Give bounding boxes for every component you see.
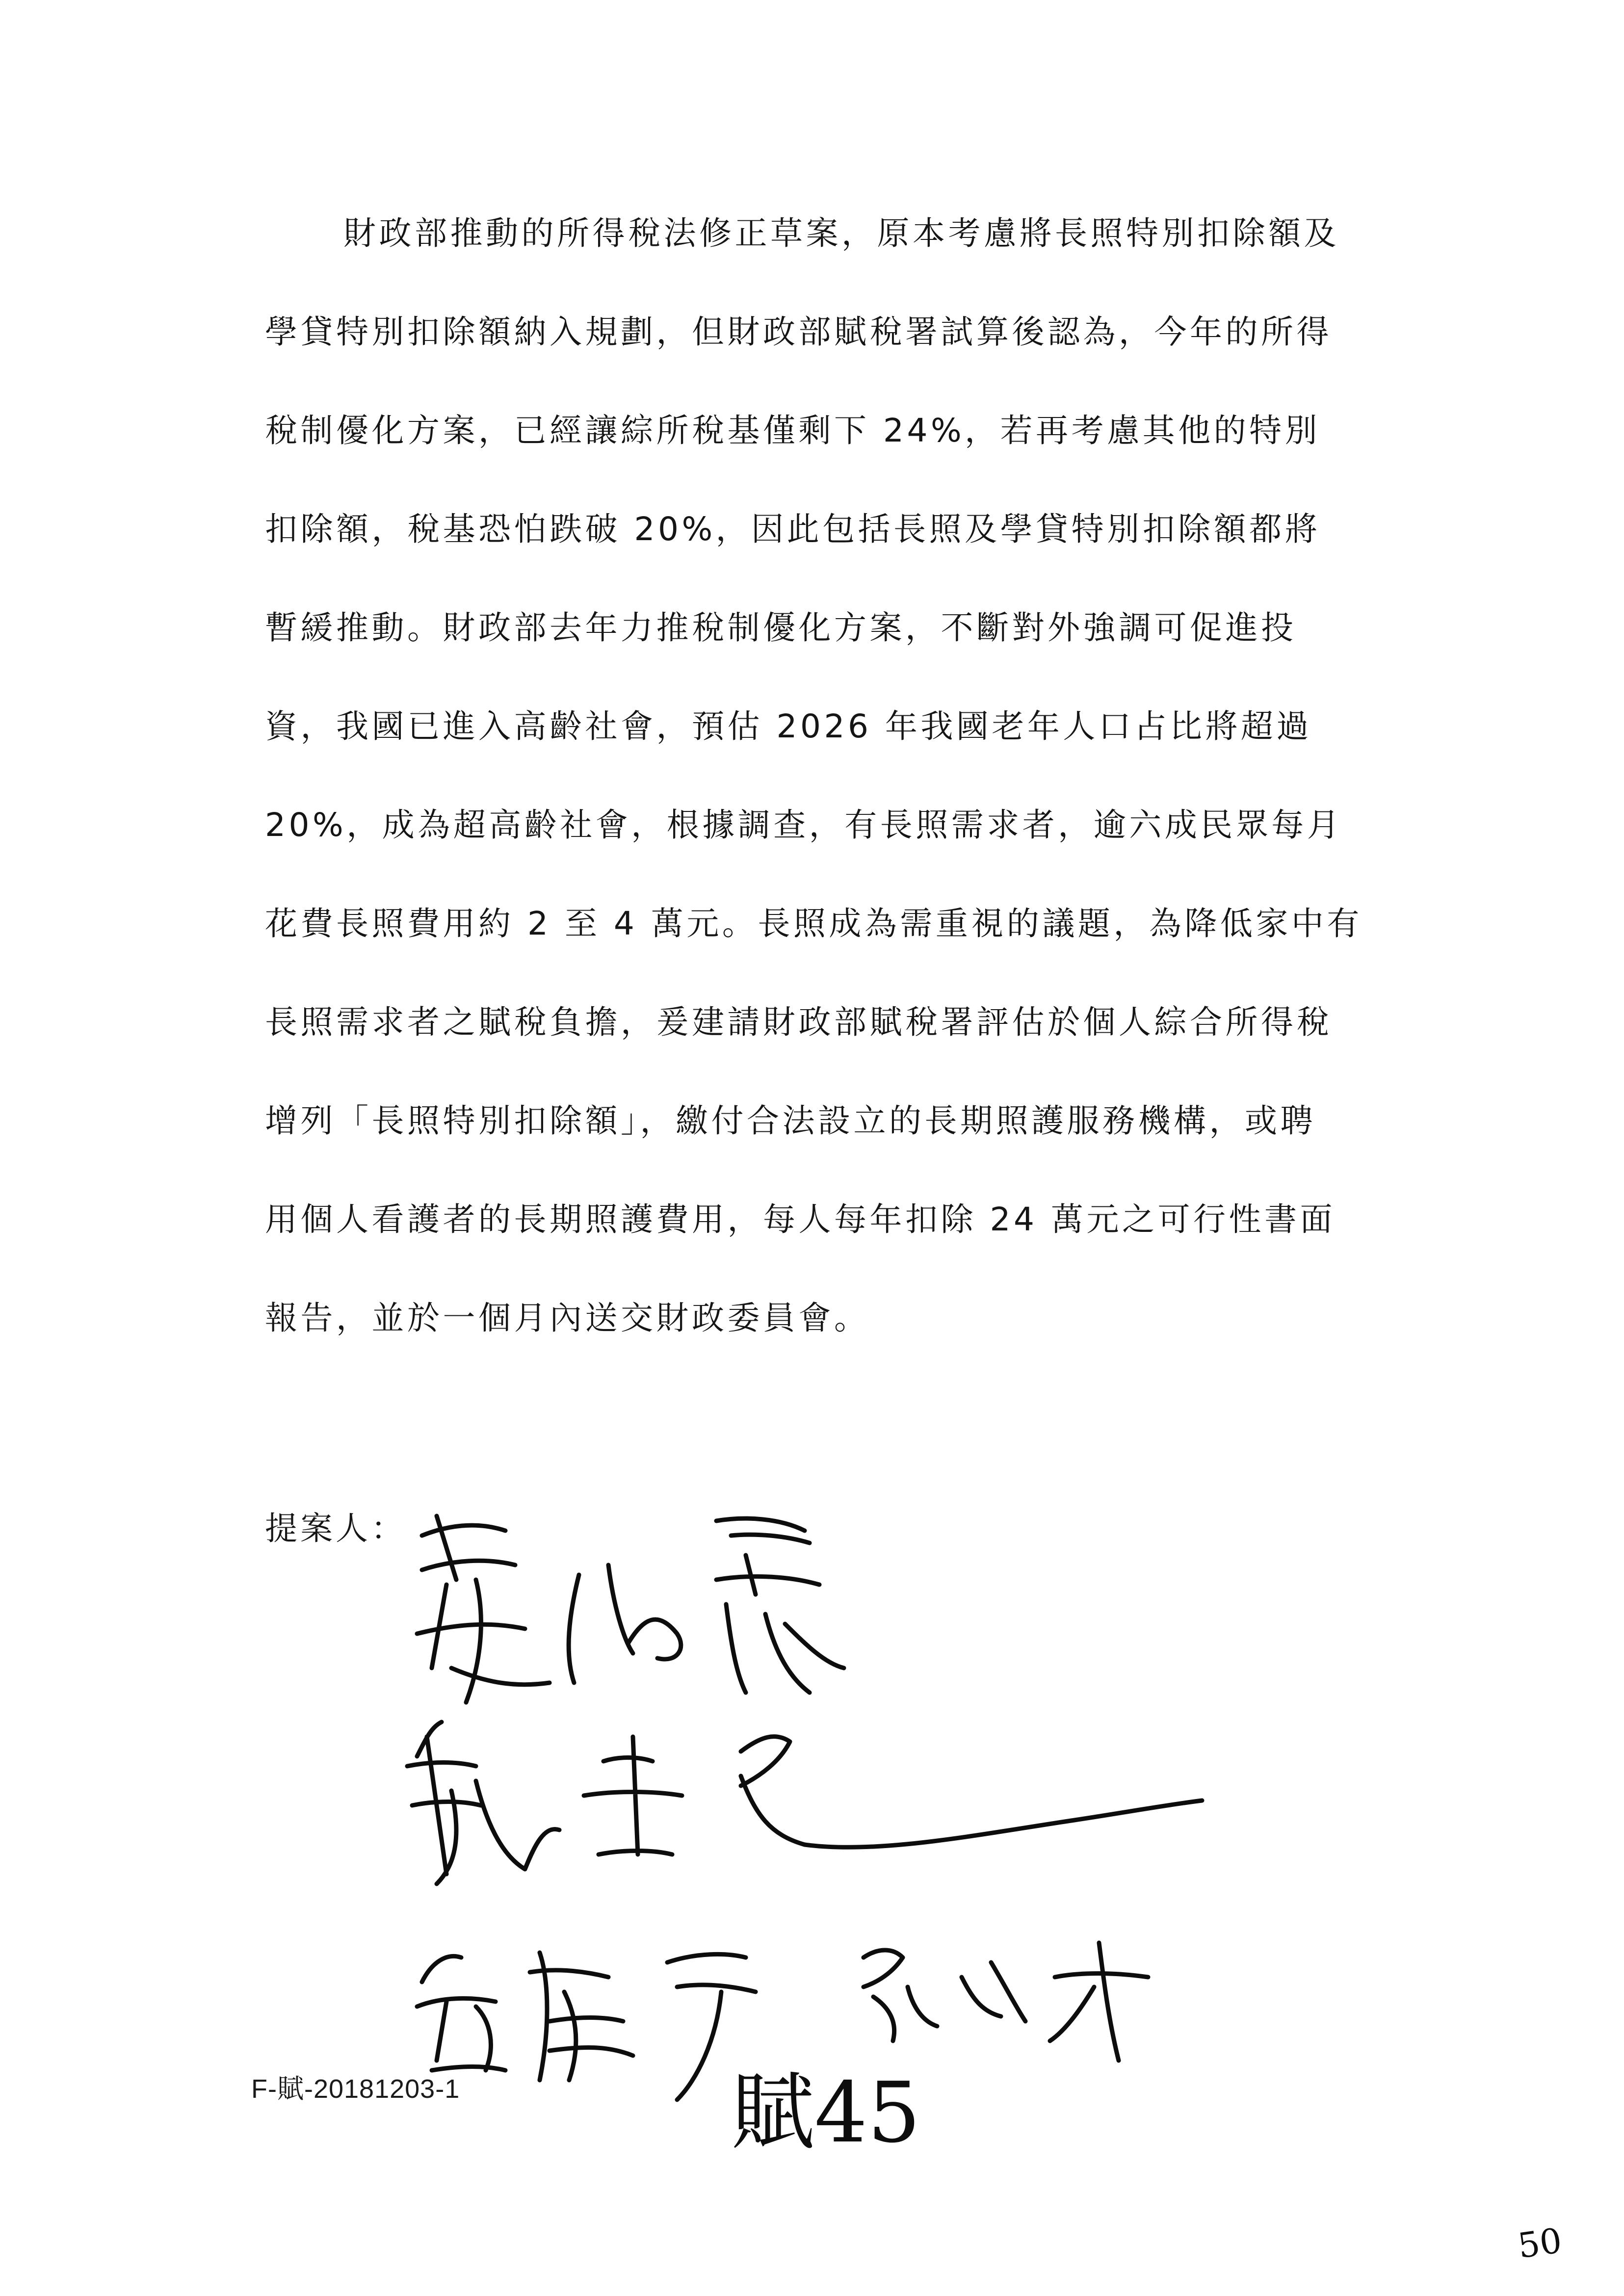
paragraph-line: 長照需求者之賦稅負擔，爰建請財政部賦稅署評估於個人綜合所得稅 <box>265 1003 1332 1041</box>
stamp-number-text: 賦45 <box>731 2064 921 2162</box>
paragraph-line: 用個人看護者的長期照護費用，每人每年扣除 24 萬元之可行性書面 <box>265 1200 1336 1238</box>
paragraph-line: 報告，並於一個月內送交財政委員會。 <box>265 1299 870 1337</box>
paragraph-line: 資，我國已進入高齡社會，預估 2026 年我國老年人口占比將超過 <box>265 707 1312 745</box>
paragraph-line: 扣除額，稅基恐怕跌破 20%，因此包括長照及學貸特別扣除額都將 <box>265 510 1321 548</box>
proposal-body-text <box>265 216 1413 1399</box>
handwritten-page-number <box>1516 2218 1590 2267</box>
signature-2 <box>388 1707 1222 1894</box>
proposer-label: 提案人： <box>265 1510 406 1547</box>
signature-4 <box>844 1923 1187 2070</box>
paragraph-line: 財政部推動的所得稅法修正草案，原本考慮將長照特別扣除額及 <box>343 214 1339 252</box>
paragraph-line: 20%，成為超高齡社會，根據調查，有長照需求者，逾六成民眾每月 <box>265 806 1343 844</box>
paragraph-line: 稅制優化方案，已經讓綜所稅基僅剩下 24%，若再考慮其他的特別 <box>265 412 1321 449</box>
paragraph-line: 花費長照費用約 2 至 4 萬元。長照成為需重視的議題，為降低家中有 <box>265 905 1362 942</box>
paragraph-line: 增列「長照特別扣除額」，繳付合法設立的長期照護服務機構，或聘 <box>265 1102 1316 1140</box>
signature-1 <box>402 1506 868 1712</box>
paragraph-line: 學貸特別扣除額納入規劃，但財政部賦稅署試算後認為，今年的所得 <box>265 313 1332 351</box>
paragraph-line: 暫緩推動。財政部去年力推稅制優化方案，不斷對外強調可促進投 <box>265 609 1297 647</box>
form-code: F-賦-20181203-1 <box>251 2074 460 2104</box>
page-number-text: 50 <box>1515 2220 1565 2267</box>
handwritten-stamp-number <box>726 2056 937 2168</box>
